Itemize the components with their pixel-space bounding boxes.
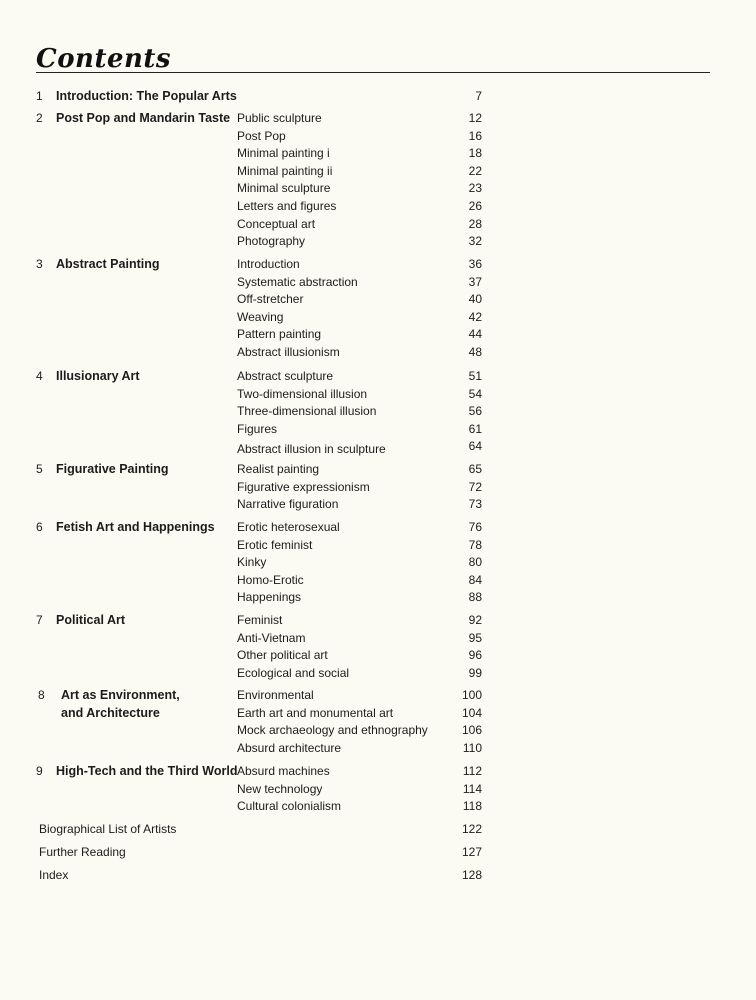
section-item[interactable] [237,386,482,404]
section-name: Minimal painting ii [237,163,333,178]
section-name: Other political art [237,648,328,663]
section-name: Abstract illusionism [237,344,340,359]
section-item[interactable] [237,198,482,216]
section-page: 92 [468,613,482,627]
section-list [237,368,482,459]
chapter-title[interactable]: Post Pop and Mandarin Taste [56,111,231,125]
section-list [237,612,482,682]
back-matter-name: Index [39,868,69,882]
chapter-number: 8 [38,688,45,702]
section-name: Two-dimensional illusion [237,386,368,401]
section-list [237,256,482,362]
chapter-number: 3 [36,257,43,271]
chapter-title[interactable]: Fetish Art and Happenings [56,520,215,534]
section-page: 32 [468,234,482,249]
page-title: Contents [36,44,172,74]
section-page: 80 [468,555,482,570]
section-item[interactable] [237,537,482,555]
section-item[interactable] [237,291,482,309]
section-page: 61 [468,421,482,436]
section-item[interactable] [237,705,482,723]
section-name: Anti-Vietnam [237,630,306,645]
section-name: Minimal painting i [237,146,330,161]
section-item[interactable] [237,630,482,648]
back-matter-page: 127 [461,845,482,859]
section-page: 114 [462,781,482,796]
section-list [237,461,482,514]
section-item[interactable] [237,274,482,292]
section-page: 40 [468,292,482,307]
section-name: Absurd machines [237,764,330,778]
section-page: 37 [468,274,482,289]
section-item[interactable] [237,589,482,607]
section-name: Homo-Erotic [237,572,304,587]
section-page: 65 [468,462,482,476]
section-page: 106 [461,723,482,738]
section-item[interactable] [237,647,482,665]
section-name: Three-dimensional illusion [237,404,377,419]
section-item[interactable] [237,740,482,758]
section-page: 23 [468,181,482,196]
section-name: Conceptual art [237,216,316,231]
back-matter-page: 122 [461,822,482,836]
section-name: Absurd architecture [237,740,342,755]
section-name: Erotic feminist [237,537,313,552]
section-page: 26 [468,198,482,213]
section-page: 88 [468,590,482,605]
section-item[interactable] [237,572,482,590]
section-item[interactable] [237,344,482,362]
section-name: Feminist [237,613,283,627]
chapter-title-line2[interactable]: and Architecture [61,705,160,720]
section-list [237,687,482,757]
section-name: Happenings [237,590,302,605]
section-name: Pattern painting [237,327,322,342]
section-name: Mock archaeology and ethnography [237,723,428,738]
chapter-title[interactable]: Political Art [56,613,125,627]
section-name: Photography [237,234,306,249]
section-name: Weaving [237,309,284,324]
section-page: 99 [468,665,482,680]
section-page: 84 [468,572,482,587]
section-item[interactable] [237,216,482,234]
section-page: 48 [468,344,482,359]
section-item[interactable] [237,763,482,781]
section-name: Cultural colonialism [237,799,342,814]
section-page: 12 [468,111,482,125]
section-page: 100 [461,688,482,702]
section-item[interactable] [237,128,482,146]
section-page: 16 [468,128,482,143]
section-name: Abstract sculpture [237,369,334,383]
section-name: Minimal sculpture [237,181,331,196]
section-page: 104 [461,705,482,720]
section-item[interactable] [237,256,482,274]
section-page: 72 [468,479,482,494]
section-name: Introduction [237,257,300,271]
section-page: 18 [468,146,482,161]
section-name: Erotic heterosexual [237,520,340,534]
chapter-page: 7 [475,89,482,103]
section-page: 112 [462,764,482,778]
section-page: 54 [468,386,482,401]
section-list [237,519,482,607]
section-item[interactable] [237,441,482,459]
chapter-title[interactable]: Introduction: The Popular Arts [56,89,237,103]
section-item[interactable] [237,781,482,799]
section-page: 96 [468,648,482,663]
chapter-number: 5 [36,462,43,476]
section-page: 28 [468,216,482,231]
chapter-number: 1 [36,89,43,103]
section-name: Kinky [237,555,267,570]
section-page: 78 [468,537,482,552]
section-name: Letters and figures [237,198,337,213]
section-name: Narrative figuration [237,497,339,512]
section-item[interactable] [237,479,482,497]
section-name: Off-stretcher [237,292,304,307]
chapter-title[interactable]: Figurative Painting [56,462,169,476]
title-rule [36,72,710,73]
chapter-title[interactable]: High-Tech and the Third World [56,764,238,778]
section-page: 22 [468,163,482,178]
section-item[interactable] [237,612,482,630]
section-item[interactable] [237,145,482,163]
section-item[interactable] [237,233,482,251]
section-item[interactable] [237,496,482,514]
section-page: 95 [468,630,482,645]
section-page: 110 [462,740,482,755]
chapter-title[interactable]: Abstract Painting [56,257,160,271]
section-item[interactable] [237,163,482,181]
section-name: New technology [237,781,323,796]
chapter-number: 2 [36,111,43,125]
section-item[interactable] [237,519,482,537]
section-name: Realist painting [237,462,320,476]
section-list [237,110,482,251]
section-item[interactable] [237,554,482,572]
chapter-title[interactable]: Art as Environment, [61,688,180,702]
section-page: 73 [468,497,482,512]
back-matter-page: 128 [461,868,482,882]
section-item[interactable] [237,403,482,421]
section-item[interactable] [237,110,482,128]
section-name: Ecological and social [237,665,350,680]
section-name: Earth art and monumental art [237,705,394,720]
section-page: 44 [468,327,482,342]
section-item[interactable] [237,665,482,683]
chapter-number: 4 [36,369,43,383]
section-page: 64 [468,439,482,454]
chapter-title[interactable]: Illusionary Art [56,369,140,383]
section-page: 118 [462,799,482,814]
back-matter-name: Further Reading [39,845,126,859]
section-name: Abstract illusion in sculpture [237,442,386,457]
section-name: Figures [237,421,278,436]
section-item[interactable] [237,180,482,198]
section-name: Public sculpture [237,111,322,125]
section-name: Figurative expressionism [237,479,370,494]
section-item[interactable] [237,798,482,816]
section-item[interactable] [237,722,482,740]
section-item[interactable] [237,461,482,479]
section-page: 42 [468,309,482,324]
chapter-number: 6 [36,520,43,534]
chapter-number: 7 [36,613,43,627]
chapter-number: 9 [36,764,43,778]
section-page: 56 [468,404,482,419]
section-page: 51 [468,369,482,383]
section-list [237,763,482,816]
section-name: Post Pop [237,128,286,143]
section-item[interactable] [237,309,482,327]
back-matter-name: Biographical List of Artists [39,822,177,836]
section-item[interactable] [237,368,482,386]
section-page: 36 [468,257,482,271]
section-item[interactable] [237,326,482,344]
section-page: 76 [468,520,482,534]
section-item[interactable] [237,421,482,439]
section-name: Environmental [237,688,314,702]
section-name: Systematic abstraction [237,274,358,289]
section-item[interactable] [237,687,482,705]
